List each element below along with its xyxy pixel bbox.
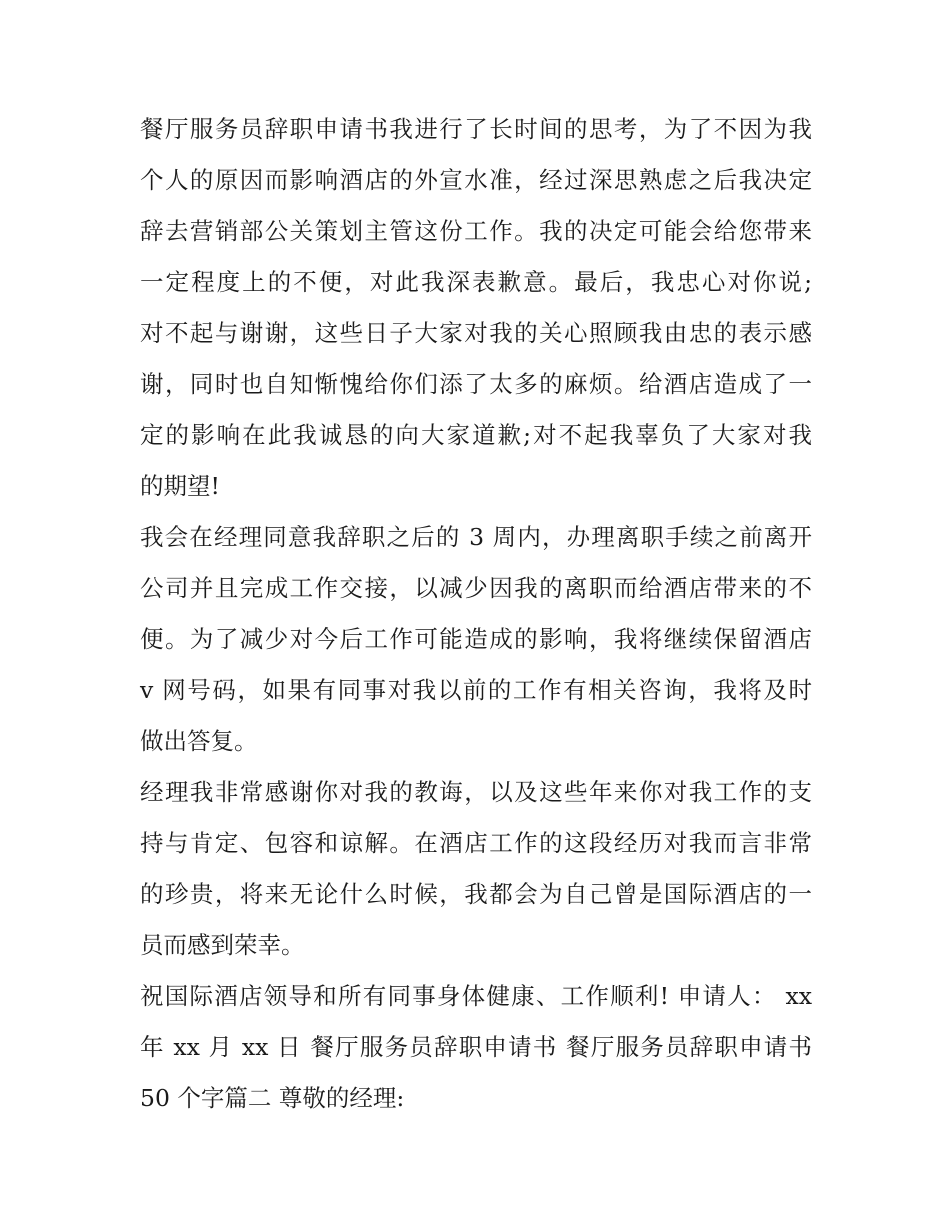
text-line: 做出答复。 [140,727,258,755]
text-line: 我会在经理同意我辞职之后的 3 周内，办理离职手续之前离开 [140,523,812,551]
text-line: 餐厅服务员辞职申请书我进行了长时间的思考，为了不因为我 [140,115,812,143]
text-line: 经理我非常感谢你对我的教诲，以及这些年来你对我工作的支 [140,778,812,806]
text-line: 便。为了减少对今后工作可能造成的影响，我将继续保留酒店 [140,625,812,653]
text-line: 持与肯定、包容和谅解。在酒店工作的这段经历对我而言非常 [140,829,812,857]
text-line: 对不起与谢谢，这些日子大家对我的关心照顾我由忠的表示感 [140,319,812,347]
paragraph-3 [140,767,812,971]
text-line: 50 个字篇二 尊敬的经理: [140,1084,405,1112]
text-line: v 网号码，如果有同事对我以前的工作有相关咨询，我将及时 [140,676,812,704]
text-line: 个人的原因而影响酒店的外宣水准，经过深思熟虑之后我决定 [140,166,812,194]
text-line: 一定程度上的不便，对此我深表歉意。最后，我忠心对你说; [140,268,812,296]
document-body [140,104,812,1124]
text-line: 定的影响在此我诚恳的向大家道歉;对不起我辜负了大家对我 [140,421,812,449]
text-line: 的期望! [140,472,220,500]
paragraph-1 [140,104,812,512]
text-line: 谢，同时也自知惭愧给你们添了太多的麻烦。给酒店造成了一 [140,370,812,398]
text-line: 年 xx 月 xx 日 餐厅服务员辞职申请书 餐厅服务员辞职申请书 [140,1033,812,1061]
text-line: 的珍贵，将来无论什么时候，我都会为自己曾是国际酒店的一 [140,880,812,908]
text-line: 辞去营销部公关策划主管这份工作。我的决定可能会给您带来 [140,217,812,245]
paragraph-2 [140,512,812,767]
paragraph-4 [140,971,812,1124]
text-line: 公司并且完成工作交接，以减少因我的离职而给酒店带来的不 [140,574,812,602]
text-line: 祝国际酒店领导和所有同事身体健康、工作顺利! 申请人： xx [140,982,812,1010]
text-line: 员而感到荣幸。 [140,931,305,959]
